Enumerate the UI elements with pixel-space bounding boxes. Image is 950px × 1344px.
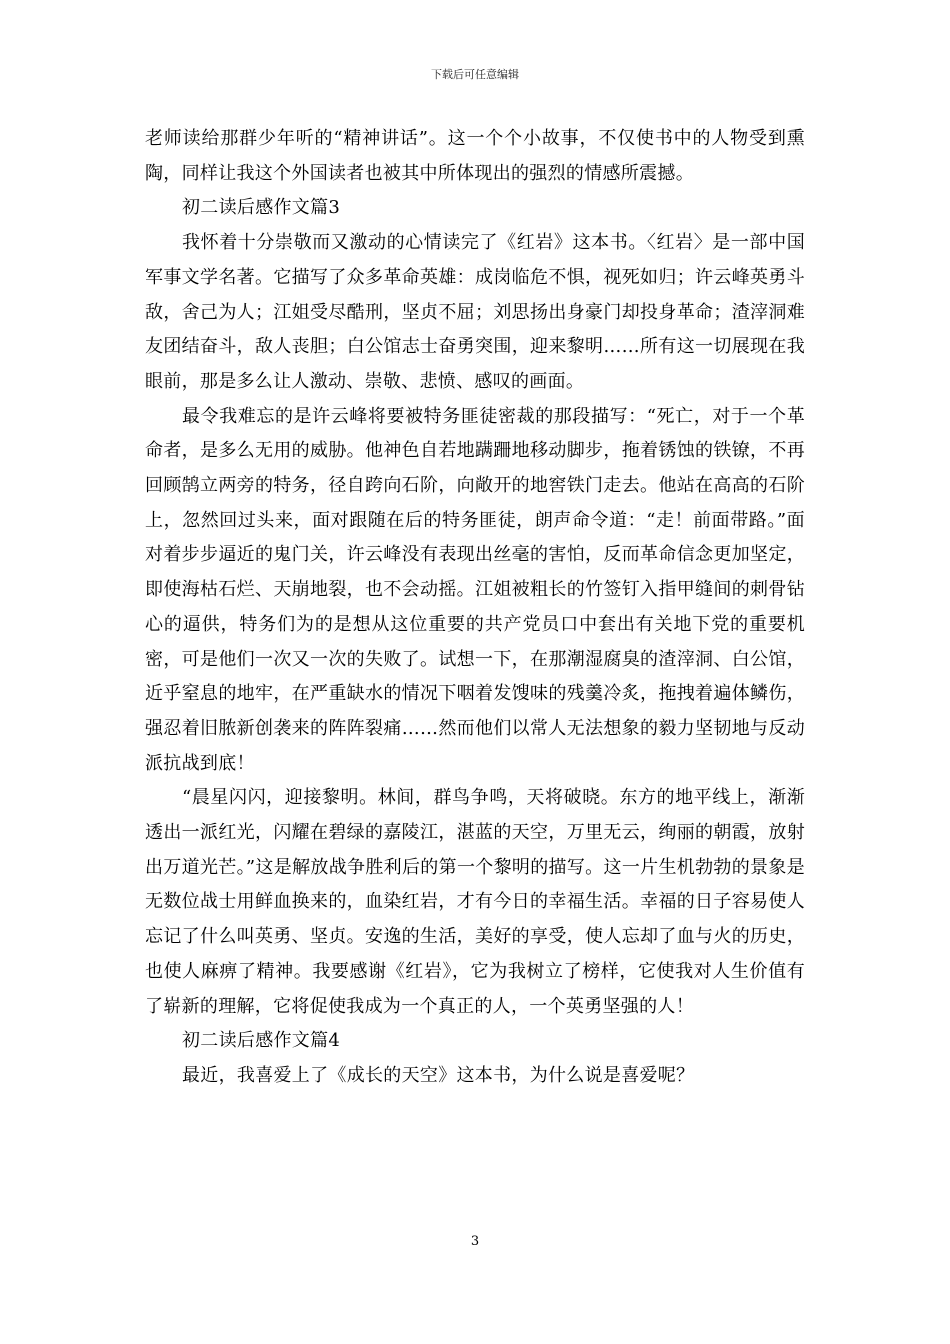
section-heading-4: 初二读后感作文篇4 — [182, 1030, 341, 1052]
page-number: 3 — [470, 1234, 480, 1249]
paragraph: 最近，我喜爱上了《成长的天空》这本书，为什么说是喜爱呢？ — [182, 1064, 695, 1086]
document-body — [145, 122, 805, 1094]
paragraph: “晨星闪闪，迎接黎明。林间，群鸟争鸣，天将破晓。东方的地平线上，渐渐透出一派红光，闪耀在碧绿的嘉陵江，湛蓝的天空，万里无云，绚丽的朝霞，放射出万道光芒。”这是解放战争胜利后的第一个黎明的描写。这一片生机勃勃的景象是无数位战士用鲜血换来的，血染红岩，才有今日的幸福生活。幸福的日子容易使人忘记了什么叫英勇、坚贞。安逸的生活，美好的享受，使人忘却了血与火的历史，也使人麻痹了精神。我要感谢《红岩》，它为我树立了榜样，它使我对人生价值有了崭新的理解，它将促使我成为一个真正的人，一个英勇坚强的人！ — [145, 787, 805, 1017]
paragraph-continuation: 老师读给那群少年听的“精神讲话”。这一个个小故事，不仅使书中的人物受到熏陶，同样让我这个外国读者也被其中所体现出的强烈的情感所震撼。 — [145, 128, 805, 184]
paragraph: 最令我难忘的是许云峰将要被特务匪徒密裁的那段描写：“死亡，对于一个革命者，是多么无用的威胁。他神色自若地蹒跚地移动脚步，拖着锈蚀的铁镣，不再回顾鹄立两旁的特务，径自跨向石阶，向敞开的地窖铁门走去。他站在高高的石阶上，忽然回过头来，面对跟随在后的特务匪徒，朗声命令道：“走！前面带路。”面对着步步逼近的鬼门关，许云峰没有表现出丝毫的害怕，反而革命信念更加坚定，即使海枯石烂、天崩地裂，也不会动摇。江姐被粗长的竹签钉入指甲缝间的刺骨钻心的逼供，特务们为的是想从这位重要的共产党员口中套出有关地下党的重要机密，可是他们一次又一次的失败了。试想一下，在那潮湿腐臭的渣滓洞、白公馆，近乎窒息的地牢，在严重缺水的情况下咽着发馊味的残羹冷炙，拖拽着遍体鳞伤，强忍着旧脓新创袭来的阵阵裂痛……然而他们以常人无法想象的毅力坚韧地与反动派抗战到底！ — [145, 405, 805, 774]
paragraph: 我怀着十分崇敬而又激动的心情读完了《红岩》这本书。〈红岩〉是一部中国军事文学名著。它描写了众多革命英雄：成岗临危不惧，视死如归；许云峰英勇斗敌，舍己为人；江姐受尽酷刑，坚贞不屈；刘思扬出身豪门却投身革命；渣滓洞难友团结奋斗，敌人丧胆；白公馆志士奋勇突围，迎来黎明……所有这一切展现在我眼前，那是多么让人激动、崇敬、悲愤、感叹的画面。 — [145, 232, 805, 392]
section-heading-3: 初二读后感作文篇3 — [182, 197, 341, 219]
page-header: 下载后可任意编辑 — [431, 68, 519, 81]
